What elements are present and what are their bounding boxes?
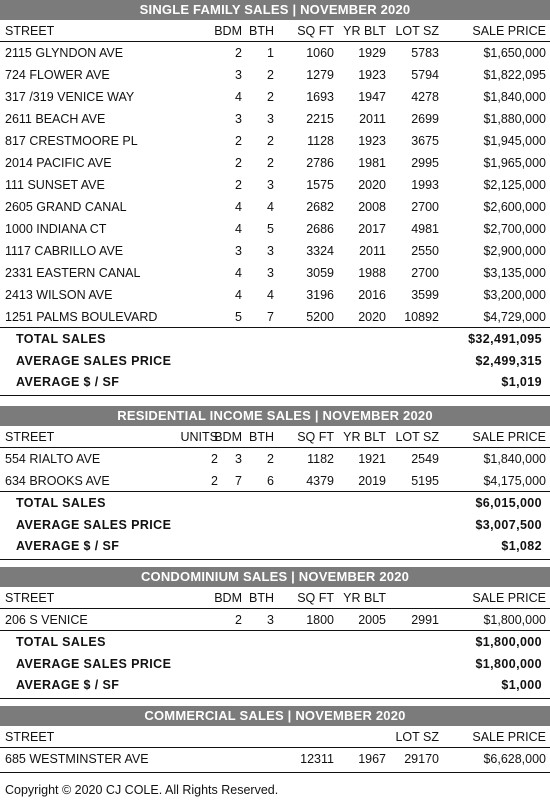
cell-price: $1,945,000 bbox=[483, 134, 546, 148]
summary-value: $32,491,095 bbox=[468, 332, 542, 346]
cell-bdm: 4 bbox=[235, 222, 242, 236]
cell-street: 2605 GRAND CANAL bbox=[5, 200, 127, 214]
table-row bbox=[0, 470, 550, 492]
column-header-bdm: BDM bbox=[214, 24, 242, 38]
cell-sqft: 1182 bbox=[307, 452, 334, 466]
cell-bth: 5 bbox=[267, 222, 274, 236]
summary-row bbox=[0, 371, 550, 393]
cell-lotsz: 5195 bbox=[411, 474, 439, 488]
cell-street: 1251 PALMS BOULEVARD bbox=[5, 310, 158, 324]
section-end-divider bbox=[0, 395, 550, 396]
summary-row bbox=[0, 674, 550, 696]
cell-bdm: 3 bbox=[235, 244, 242, 258]
summary-value: $6,015,000 bbox=[475, 496, 542, 510]
cell-bdm: 2 bbox=[235, 46, 242, 60]
cell-sqft: 3324 bbox=[306, 244, 334, 258]
cell-bdm: 2 bbox=[235, 178, 242, 192]
cell-lotsz: 5794 bbox=[411, 68, 439, 82]
cell-bdm: 4 bbox=[235, 288, 242, 302]
cell-yrblt: 2005 bbox=[358, 613, 386, 627]
cell-bth: 4 bbox=[267, 288, 274, 302]
cell-street: 685 WESTMINSTER AVE bbox=[5, 752, 149, 766]
summary-value: $2,499,315 bbox=[475, 353, 542, 368]
summary-row bbox=[0, 631, 550, 653]
cell-lotsz: 1993 bbox=[411, 178, 439, 192]
cell-bth: 1 bbox=[267, 46, 274, 60]
summary-label: AVERAGE $ / SF bbox=[16, 375, 120, 389]
summary-label: AVERAGE SALES PRICE bbox=[16, 656, 172, 671]
table-row bbox=[0, 42, 550, 64]
cell-sqft: 1060 bbox=[306, 46, 334, 60]
column-header-street: STREET bbox=[5, 24, 55, 38]
cell-price: $1,840,000 bbox=[483, 452, 546, 466]
table-row bbox=[0, 262, 550, 284]
cell-bth: 4 bbox=[267, 200, 274, 214]
cell-street: 317 /319 VENICE WAY bbox=[5, 90, 135, 104]
cell-street: 634 BROOKS AVE bbox=[5, 474, 110, 488]
cell-price: $2,700,000 bbox=[483, 222, 546, 236]
cell-sqft: 2215 bbox=[306, 112, 334, 126]
cell-street: 1117 CABRILLO AVE bbox=[5, 244, 124, 258]
column-header-sqft: SQ FT bbox=[297, 430, 334, 444]
cell-lotsz: 2700 bbox=[411, 200, 439, 214]
table-row bbox=[0, 609, 550, 631]
cell-bth: 7 bbox=[267, 310, 274, 324]
summary-value: $1,800,000 bbox=[475, 635, 542, 649]
table-row bbox=[0, 218, 550, 240]
column-header-price: SALE PRICE bbox=[472, 591, 546, 605]
column-header-lotsz: LOT SZ bbox=[395, 24, 439, 38]
cell-lotsz: 3599 bbox=[411, 288, 439, 302]
cell-bth: 3 bbox=[267, 112, 274, 126]
cell-street: 817 CRESTMOORE PL bbox=[5, 134, 138, 148]
table-header bbox=[0, 20, 550, 42]
summary-label: TOTAL SALES bbox=[16, 496, 106, 510]
cell-lotsz: 2991 bbox=[411, 613, 439, 627]
section-title: CONDOMINIUM SALES | NOVEMBER 2020 bbox=[0, 567, 550, 587]
summary-value: $3,007,500 bbox=[475, 517, 542, 532]
summary-row bbox=[0, 350, 550, 372]
cell-bth: 2 bbox=[267, 134, 274, 148]
summary-row bbox=[0, 328, 550, 350]
summary-row bbox=[0, 653, 550, 675]
table-row bbox=[0, 152, 550, 174]
cell-sqft: 5200 bbox=[306, 310, 334, 324]
summary-value: $1,000 bbox=[501, 678, 542, 692]
cell-price: $1,822,095 bbox=[483, 68, 546, 82]
cell-sqft: 1800 bbox=[306, 613, 334, 627]
cell-sqft: 2682 bbox=[306, 200, 334, 214]
cell-bdm: 3 bbox=[235, 68, 242, 82]
cell-bdm: 4 bbox=[235, 266, 242, 280]
cell-bdm: 5 bbox=[235, 310, 242, 324]
column-header-price: SALE PRICE bbox=[472, 24, 546, 38]
table-row bbox=[0, 240, 550, 262]
cell-lotsz: 3675 bbox=[411, 134, 439, 148]
cell-yrblt: 2016 bbox=[358, 288, 386, 302]
cell-bdm: 3 bbox=[235, 452, 242, 466]
cell-yrblt: 1929 bbox=[358, 46, 386, 60]
column-header-street: STREET bbox=[5, 730, 55, 744]
column-header-price: SALE PRICE bbox=[472, 430, 546, 444]
cell-lotsz: 2550 bbox=[411, 244, 439, 258]
cell-lotsz: 29170 bbox=[404, 752, 439, 766]
cell-bth: 2 bbox=[267, 90, 274, 104]
cell-bth: 6 bbox=[267, 474, 274, 488]
summary-label: AVERAGE $ / SF bbox=[16, 678, 120, 692]
cell-lotsz: 2699 bbox=[411, 112, 439, 126]
table-row bbox=[0, 748, 550, 770]
cell-lotsz: 10892 bbox=[404, 310, 439, 324]
summary-label: TOTAL SALES bbox=[16, 332, 106, 346]
summary-label: AVERAGE SALES PRICE bbox=[16, 517, 172, 532]
cell-bth: 2 bbox=[267, 452, 274, 466]
cell-street: 206 S VENICE bbox=[5, 613, 88, 627]
cell-yrblt: 2019 bbox=[358, 474, 386, 488]
cell-yrblt: 1988 bbox=[358, 266, 386, 280]
column-header-bth: BTH bbox=[249, 430, 274, 444]
section-end-divider bbox=[0, 698, 550, 699]
cell-sqft: 4379 bbox=[306, 474, 334, 488]
cell-street: 2611 BEACH AVE bbox=[5, 112, 106, 126]
cell-sqft: 1128 bbox=[307, 134, 334, 148]
summary-value: $1,019 bbox=[501, 375, 542, 389]
cell-street: 724 FLOWER AVE bbox=[5, 68, 110, 82]
cell-price: $3,200,000 bbox=[483, 288, 546, 302]
section-title: SINGLE FAMILY SALES | NOVEMBER 2020 bbox=[0, 0, 550, 20]
summary-row bbox=[0, 492, 550, 514]
cell-yrblt: 2020 bbox=[358, 178, 386, 192]
cell-price: $1,880,000 bbox=[483, 112, 546, 126]
cell-yrblt: 1947 bbox=[358, 90, 386, 104]
table-header bbox=[0, 587, 550, 609]
cell-yrblt: 2011 bbox=[359, 244, 386, 258]
cell-yrblt: 2008 bbox=[358, 200, 386, 214]
section-title: COMMERCIAL SALES | NOVEMBER 2020 bbox=[0, 706, 550, 726]
cell-price: $1,840,000 bbox=[483, 90, 546, 104]
column-header-yrblt: YR BLT bbox=[343, 430, 386, 444]
table-row bbox=[0, 64, 550, 86]
cell-sqft: 1279 bbox=[306, 68, 334, 82]
cell-street: 2014 PACIFIC AVE bbox=[5, 156, 112, 170]
cell-street: 2115 GLYNDON AVE bbox=[5, 46, 124, 60]
cell-sqft: 1693 bbox=[306, 90, 334, 104]
table-row bbox=[0, 196, 550, 218]
table-row bbox=[0, 284, 550, 306]
cell-bth: 3 bbox=[267, 613, 274, 627]
cell-price: $4,175,000 bbox=[483, 474, 546, 488]
column-header-yrblt: YR BLT bbox=[343, 591, 386, 605]
cell-sqft: 2786 bbox=[306, 156, 334, 170]
cell-yrblt: 2017 bbox=[358, 222, 386, 236]
cell-lotsz: 2700 bbox=[411, 266, 439, 280]
column-header-street: STREET bbox=[5, 430, 55, 444]
table-row bbox=[0, 130, 550, 152]
table-header bbox=[0, 726, 550, 748]
cell-sqft: 12311 bbox=[300, 752, 334, 766]
column-header-sqft: SQ FT bbox=[297, 24, 334, 38]
cell-bdm: 7 bbox=[235, 474, 242, 488]
table-row bbox=[0, 306, 550, 328]
cell-sqft: 3059 bbox=[306, 266, 334, 280]
cell-bdm: 4 bbox=[235, 90, 242, 104]
column-header-street: STREET bbox=[5, 591, 55, 605]
cell-street: 1000 INDIANA CT bbox=[5, 222, 107, 236]
cell-bdm: 2 bbox=[235, 156, 242, 170]
cell-lotsz: 2549 bbox=[411, 452, 439, 466]
summary-label: AVERAGE SALES PRICE bbox=[16, 353, 172, 368]
summary-row bbox=[0, 535, 550, 557]
section-title: RESIDENTIAL INCOME SALES | NOVEMBER 2020 bbox=[0, 406, 550, 426]
cell-units: 2 bbox=[211, 452, 218, 466]
summary-value: $1,082 bbox=[501, 539, 542, 553]
cell-lotsz: 4278 bbox=[411, 90, 439, 104]
cell-yrblt: 1923 bbox=[358, 134, 386, 148]
cell-street: 111 SUNSET AVE bbox=[5, 178, 105, 192]
cell-sqft: 1575 bbox=[306, 178, 334, 192]
cell-lotsz: 4981 bbox=[411, 222, 439, 236]
cell-units: 2 bbox=[211, 474, 218, 488]
column-header-bdm: BDM bbox=[214, 591, 242, 605]
column-header-yrblt: YR BLT bbox=[343, 24, 386, 38]
cell-price: $1,650,000 bbox=[483, 46, 546, 60]
cell-yrblt: 1967 bbox=[358, 752, 386, 766]
cell-street: 2331 EASTERN CANAL bbox=[5, 266, 141, 280]
cell-street: 554 RIALTO AVE bbox=[5, 452, 101, 466]
cell-bth: 3 bbox=[267, 244, 274, 258]
cell-price: $4,729,000 bbox=[483, 310, 546, 324]
column-header-bth: BTH bbox=[249, 591, 274, 605]
table-row bbox=[0, 108, 550, 130]
cell-sqft: 2686 bbox=[306, 222, 334, 236]
cell-yrblt: 1921 bbox=[358, 452, 386, 466]
copyright-footer: Copyright © 2020 CJ COLE. All Rights Reserved. bbox=[5, 783, 279, 797]
column-header-bth: BTH bbox=[249, 24, 274, 38]
cell-price: $1,800,000 bbox=[483, 613, 546, 627]
cell-price: $1,965,000 bbox=[483, 156, 546, 170]
cell-price: $6,628,000 bbox=[483, 752, 546, 766]
cell-lotsz: 2995 bbox=[411, 156, 439, 170]
cell-bth: 2 bbox=[267, 68, 274, 82]
cell-bth: 3 bbox=[267, 266, 274, 280]
cell-bdm: 3 bbox=[235, 112, 242, 126]
cell-bdm: 4 bbox=[235, 200, 242, 214]
section-end-divider bbox=[0, 559, 550, 560]
summary-label: TOTAL SALES bbox=[16, 635, 106, 649]
column-header-price: SALE PRICE bbox=[472, 730, 546, 744]
column-header-bdm: BDM bbox=[214, 430, 242, 444]
column-header-lotsz: LOT SZ bbox=[395, 430, 439, 444]
section-end-divider bbox=[0, 772, 550, 773]
cell-bdm: 2 bbox=[235, 613, 242, 627]
cell-yrblt: 2020 bbox=[358, 310, 386, 324]
cell-bth: 3 bbox=[267, 178, 274, 192]
cell-yrblt: 1923 bbox=[358, 68, 386, 82]
cell-bdm: 2 bbox=[235, 134, 242, 148]
cell-street: 2413 WILSON AVE bbox=[5, 288, 113, 302]
cell-sqft: 3196 bbox=[306, 288, 334, 302]
cell-lotsz: 5783 bbox=[411, 46, 439, 60]
column-header-units: UNITS bbox=[180, 430, 218, 444]
table-row bbox=[0, 86, 550, 108]
summary-row bbox=[0, 514, 550, 536]
summary-label: AVERAGE $ / SF bbox=[16, 539, 120, 553]
cell-price: $3,135,000 bbox=[483, 266, 546, 280]
cell-price: $2,600,000 bbox=[483, 200, 546, 214]
cell-price: $2,125,000 bbox=[483, 178, 546, 192]
column-header-lotsz: LOT SZ bbox=[395, 730, 439, 744]
summary-value: $1,800,000 bbox=[475, 656, 542, 671]
table-row bbox=[0, 174, 550, 196]
cell-price: $2,900,000 bbox=[483, 244, 546, 258]
cell-yrblt: 2011 bbox=[359, 112, 386, 126]
column-header-sqft: SQ FT bbox=[297, 591, 334, 605]
cell-yrblt: 1981 bbox=[358, 156, 386, 170]
table-row bbox=[0, 448, 550, 470]
table-header bbox=[0, 426, 550, 448]
cell-bth: 2 bbox=[267, 156, 274, 170]
